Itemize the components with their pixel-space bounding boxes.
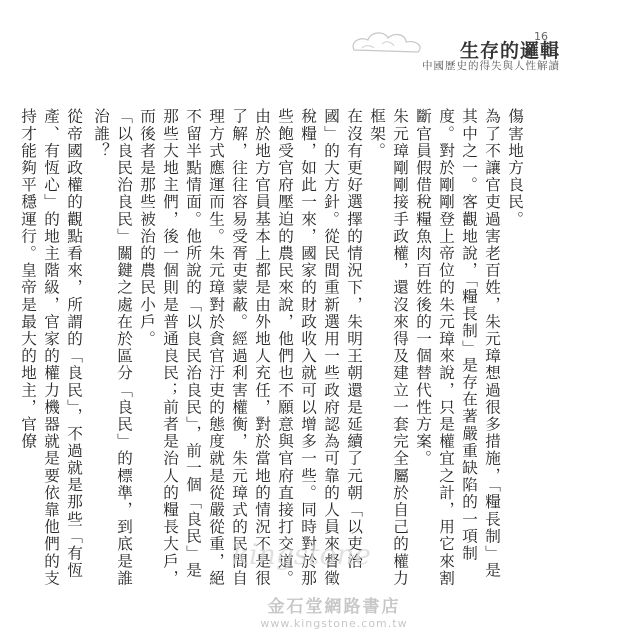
- paragraph: 由於地方官員基本上都是由外地人充任，對於當地的情況不是很了解，往往容易受胥吏蒙蔽。經過利害權衡，朱元璋式的民間自理方式應運而生。朱元璋對於貪官汙吏的態度就是從嚴從重，絕不留半點情面。他所說的「以良民治良民」，前一個「良民」是那些大地主們，後一個則是普通良民；前者是治人的糧長大戶，而後者是那些被治的農民小戶。: [138, 108, 271, 587]
- paragraph: 從帝國政權的觀點看來，所謂的「良民」，不過就是那些「有恆產、有恆心」的地主階級，官家的權力機器就是要依靠他們的支持才能夠平穩運行。皇帝是最大的地主，官僚: [19, 108, 83, 587]
- body-text: [19, 108, 526, 588]
- watermark-url: www.kingstone.com.tw: [260, 617, 408, 630]
- running-header: [348, 18, 568, 72]
- page-number: 16: [534, 30, 548, 43]
- cloud-ornament-icon: [348, 24, 428, 60]
- paragraph: 傷害地方良民。: [506, 108, 524, 228]
- book-title: 生存的邏輯: [459, 40, 560, 62]
- paragraph: 「以良民治良民」關鍵之處在於區分「良民」的標準，到底是誰治誰？: [92, 108, 133, 587]
- watermark-script: kingstone: [232, 538, 371, 571]
- paragraph: 在沒有更好選擇的情況下，朱明王朝還是延續了元朝「以吏治國」的大方針。從民間重新選用一些政府認為可靠的人員來督徵稅糧，如此一來，國家的財政收入就可以增多一些。同時對於那些飽受官府壓迫的農民來說，他們也不願意與官府直接打交道。: [276, 108, 363, 587]
- paragraph: 為了不讓官吏過害老百姓，朱元璋想過很多措施，「糧長制」是其中之一。客觀地說，「糧長制」是存在著嚴重缺陷的一項制度。對於剛剛登上帝位的朱元璋來說，只是權宜之計，用它來割斷官員假借稅糧魚肉百姓後的一個替代性方案。: [414, 108, 501, 587]
- watermark: [214, 592, 454, 630]
- watermark-name: 金石堂網路書店: [267, 597, 401, 617]
- book-subtitle: 中國歷史的得失與人性解讀: [422, 60, 560, 72]
- paragraph: 朱元璋剛剛接手政權，還沒來得及建立一套完全屬於自己的權力框架。: [368, 108, 409, 587]
